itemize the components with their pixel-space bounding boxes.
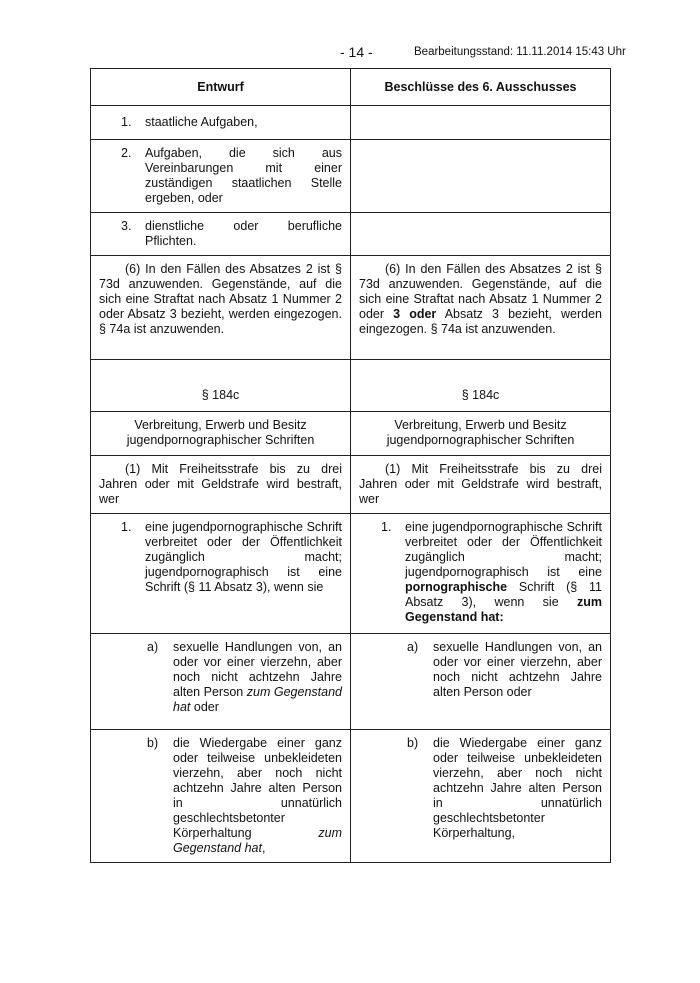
text-segment: Schrift (§ 11 Absatz 3), wenn sie bbox=[405, 580, 602, 609]
section-number: § 184c bbox=[201, 388, 240, 402]
italic-segment: zum Gegenstand hat bbox=[173, 826, 342, 855]
section-title: Verbreitung, Erwerb und Besitz jugendpornographischer Schriften bbox=[126, 418, 315, 447]
paragraph-1: (1) Mit Freiheitsstrafe bis zu drei Jahren oder mit Geldstrafe wird bestraft, wer bbox=[359, 462, 602, 506]
table-row bbox=[91, 456, 611, 514]
table-row bbox=[91, 730, 611, 863]
page-header bbox=[0, 44, 700, 64]
item-number: 3. bbox=[121, 219, 132, 233]
table-row bbox=[91, 360, 611, 412]
item-text: Aufgaben, die sich aus Vereinbarungen mit einer zuständigen staatlichen Stelle ergeben, oder bbox=[145, 146, 342, 205]
item-number: 1. bbox=[121, 520, 132, 534]
item-number: 2. bbox=[121, 146, 132, 160]
left-cell bbox=[91, 140, 351, 213]
item-letter: b) bbox=[147, 736, 159, 750]
item-letter: b) bbox=[407, 736, 419, 750]
section-number: § 184c bbox=[461, 388, 500, 402]
item-text: eine jugendpornographische Schrift verbreitet oder der Öffentlichkeit zugänglich macht; jugendpornographisch ist eine Schrift (§ 11 Absatz 3), wenn sie bbox=[145, 520, 342, 594]
page-number: - 14 - bbox=[340, 44, 373, 60]
column-header-beschluesse: Beschlüsse des 6. Ausschusses bbox=[351, 69, 611, 106]
left-cell bbox=[91, 213, 351, 256]
comparison-table bbox=[90, 68, 611, 863]
right-cell bbox=[351, 634, 611, 730]
item-text: die Wiedergabe einer ganz oder teilweise unbekleideten vierzehn, aber noch nicht achtzehn Jahre alten Person in unnatürlich geschlechtsbetonter Körperhaltung, bbox=[433, 736, 602, 840]
bold-segment: 3 oder bbox=[393, 307, 437, 321]
right-cell bbox=[351, 730, 611, 863]
item-text bbox=[173, 640, 342, 715]
table-row bbox=[91, 213, 611, 256]
item-text: dienstliche oder berufliche Pflichten. bbox=[145, 219, 342, 248]
text-segment: , bbox=[261, 841, 266, 855]
bold-segment: zum Gegenstand hat: bbox=[405, 595, 602, 624]
right-cell bbox=[351, 256, 611, 360]
left-cell bbox=[91, 412, 351, 456]
text-segment: sexuelle Handlungen von, an oder vor einer vierzehn, aber noch nicht achtzehn Jahre alten Person bbox=[173, 640, 342, 699]
right-cell bbox=[351, 456, 611, 514]
item-text: staatliche Aufgaben, bbox=[145, 115, 258, 129]
text-segment: die Wiedergabe einer ganz oder teilweise unbekleideten vierzehn, aber noch nicht achtzehn Jahre alten Person in unnatürlich geschlechtsbetonter Körperhaltung bbox=[173, 736, 342, 840]
paragraph-6-amended bbox=[351, 256, 610, 343]
table-row bbox=[91, 106, 611, 140]
paragraph-1: (1) Mit Freiheitsstrafe bis zu drei Jahren oder mit Geldstrafe wird bestraft, wer bbox=[99, 462, 342, 506]
left-cell bbox=[91, 514, 351, 634]
item-number: 1. bbox=[121, 115, 132, 129]
right-cell bbox=[351, 213, 611, 256]
text-segment: Absatz 3 bezieht, werden eingezogen. § 74a ist anzuwenden. bbox=[359, 307, 602, 336]
left-cell bbox=[91, 456, 351, 514]
left-cell bbox=[91, 730, 351, 863]
item-text bbox=[405, 520, 602, 625]
left-cell bbox=[91, 256, 351, 360]
text-segment: eine jugendpornographische Schrift verbreitet oder der Öffentlichkeit zugänglich macht; jugendpornographisch ist eine bbox=[405, 520, 602, 579]
left-cell bbox=[91, 360, 351, 412]
left-cell bbox=[91, 634, 351, 730]
table-row bbox=[91, 140, 611, 213]
item-text bbox=[173, 736, 342, 856]
table-header-row bbox=[91, 69, 611, 106]
right-cell bbox=[351, 514, 611, 634]
section-title: Verbreitung, Erwerb und Besitz jugendpornographischer Schriften bbox=[386, 418, 575, 447]
right-cell bbox=[351, 106, 611, 140]
column-header-entwurf: Entwurf bbox=[91, 69, 351, 106]
table-row bbox=[91, 256, 611, 360]
item-letter: a) bbox=[147, 640, 159, 654]
right-cell bbox=[351, 140, 611, 213]
bold-segment: pornographische bbox=[405, 580, 508, 594]
table-row bbox=[91, 412, 611, 456]
left-cell bbox=[91, 106, 351, 140]
item-text: sexuelle Handlungen von, an oder vor einer vierzehn, aber noch nicht achtzehn Jahre alten Person oder bbox=[433, 640, 602, 699]
item-letter: a) bbox=[407, 640, 419, 654]
text-segment: (6) In den Fällen des Absatzes 2 ist § 73d anzuwenden. Gegenstände, auf die sich eine Straftat nach Absatz 1 Nummer 2 oder bbox=[359, 262, 602, 321]
italic-segment: zum Gegenstand hat bbox=[173, 685, 342, 714]
edit-status: Bearbeitungsstand: 11.11.2014 15:43 Uhr bbox=[414, 46, 626, 58]
text-segment: oder bbox=[190, 700, 219, 714]
table-row bbox=[91, 514, 611, 634]
table-row bbox=[91, 634, 611, 730]
right-cell bbox=[351, 360, 611, 412]
paragraph-6: (6) In den Fällen des Absatzes 2 ist § 73d anzuwenden. Gegenstände, auf die sich eine Straftat nach Absatz 1 Nummer 2 oder Absatz 3 bezieht, werden eingezogen. § 74a ist anzuwenden. bbox=[99, 262, 342, 336]
item-number: 1. bbox=[381, 520, 392, 534]
right-cell bbox=[351, 412, 611, 456]
